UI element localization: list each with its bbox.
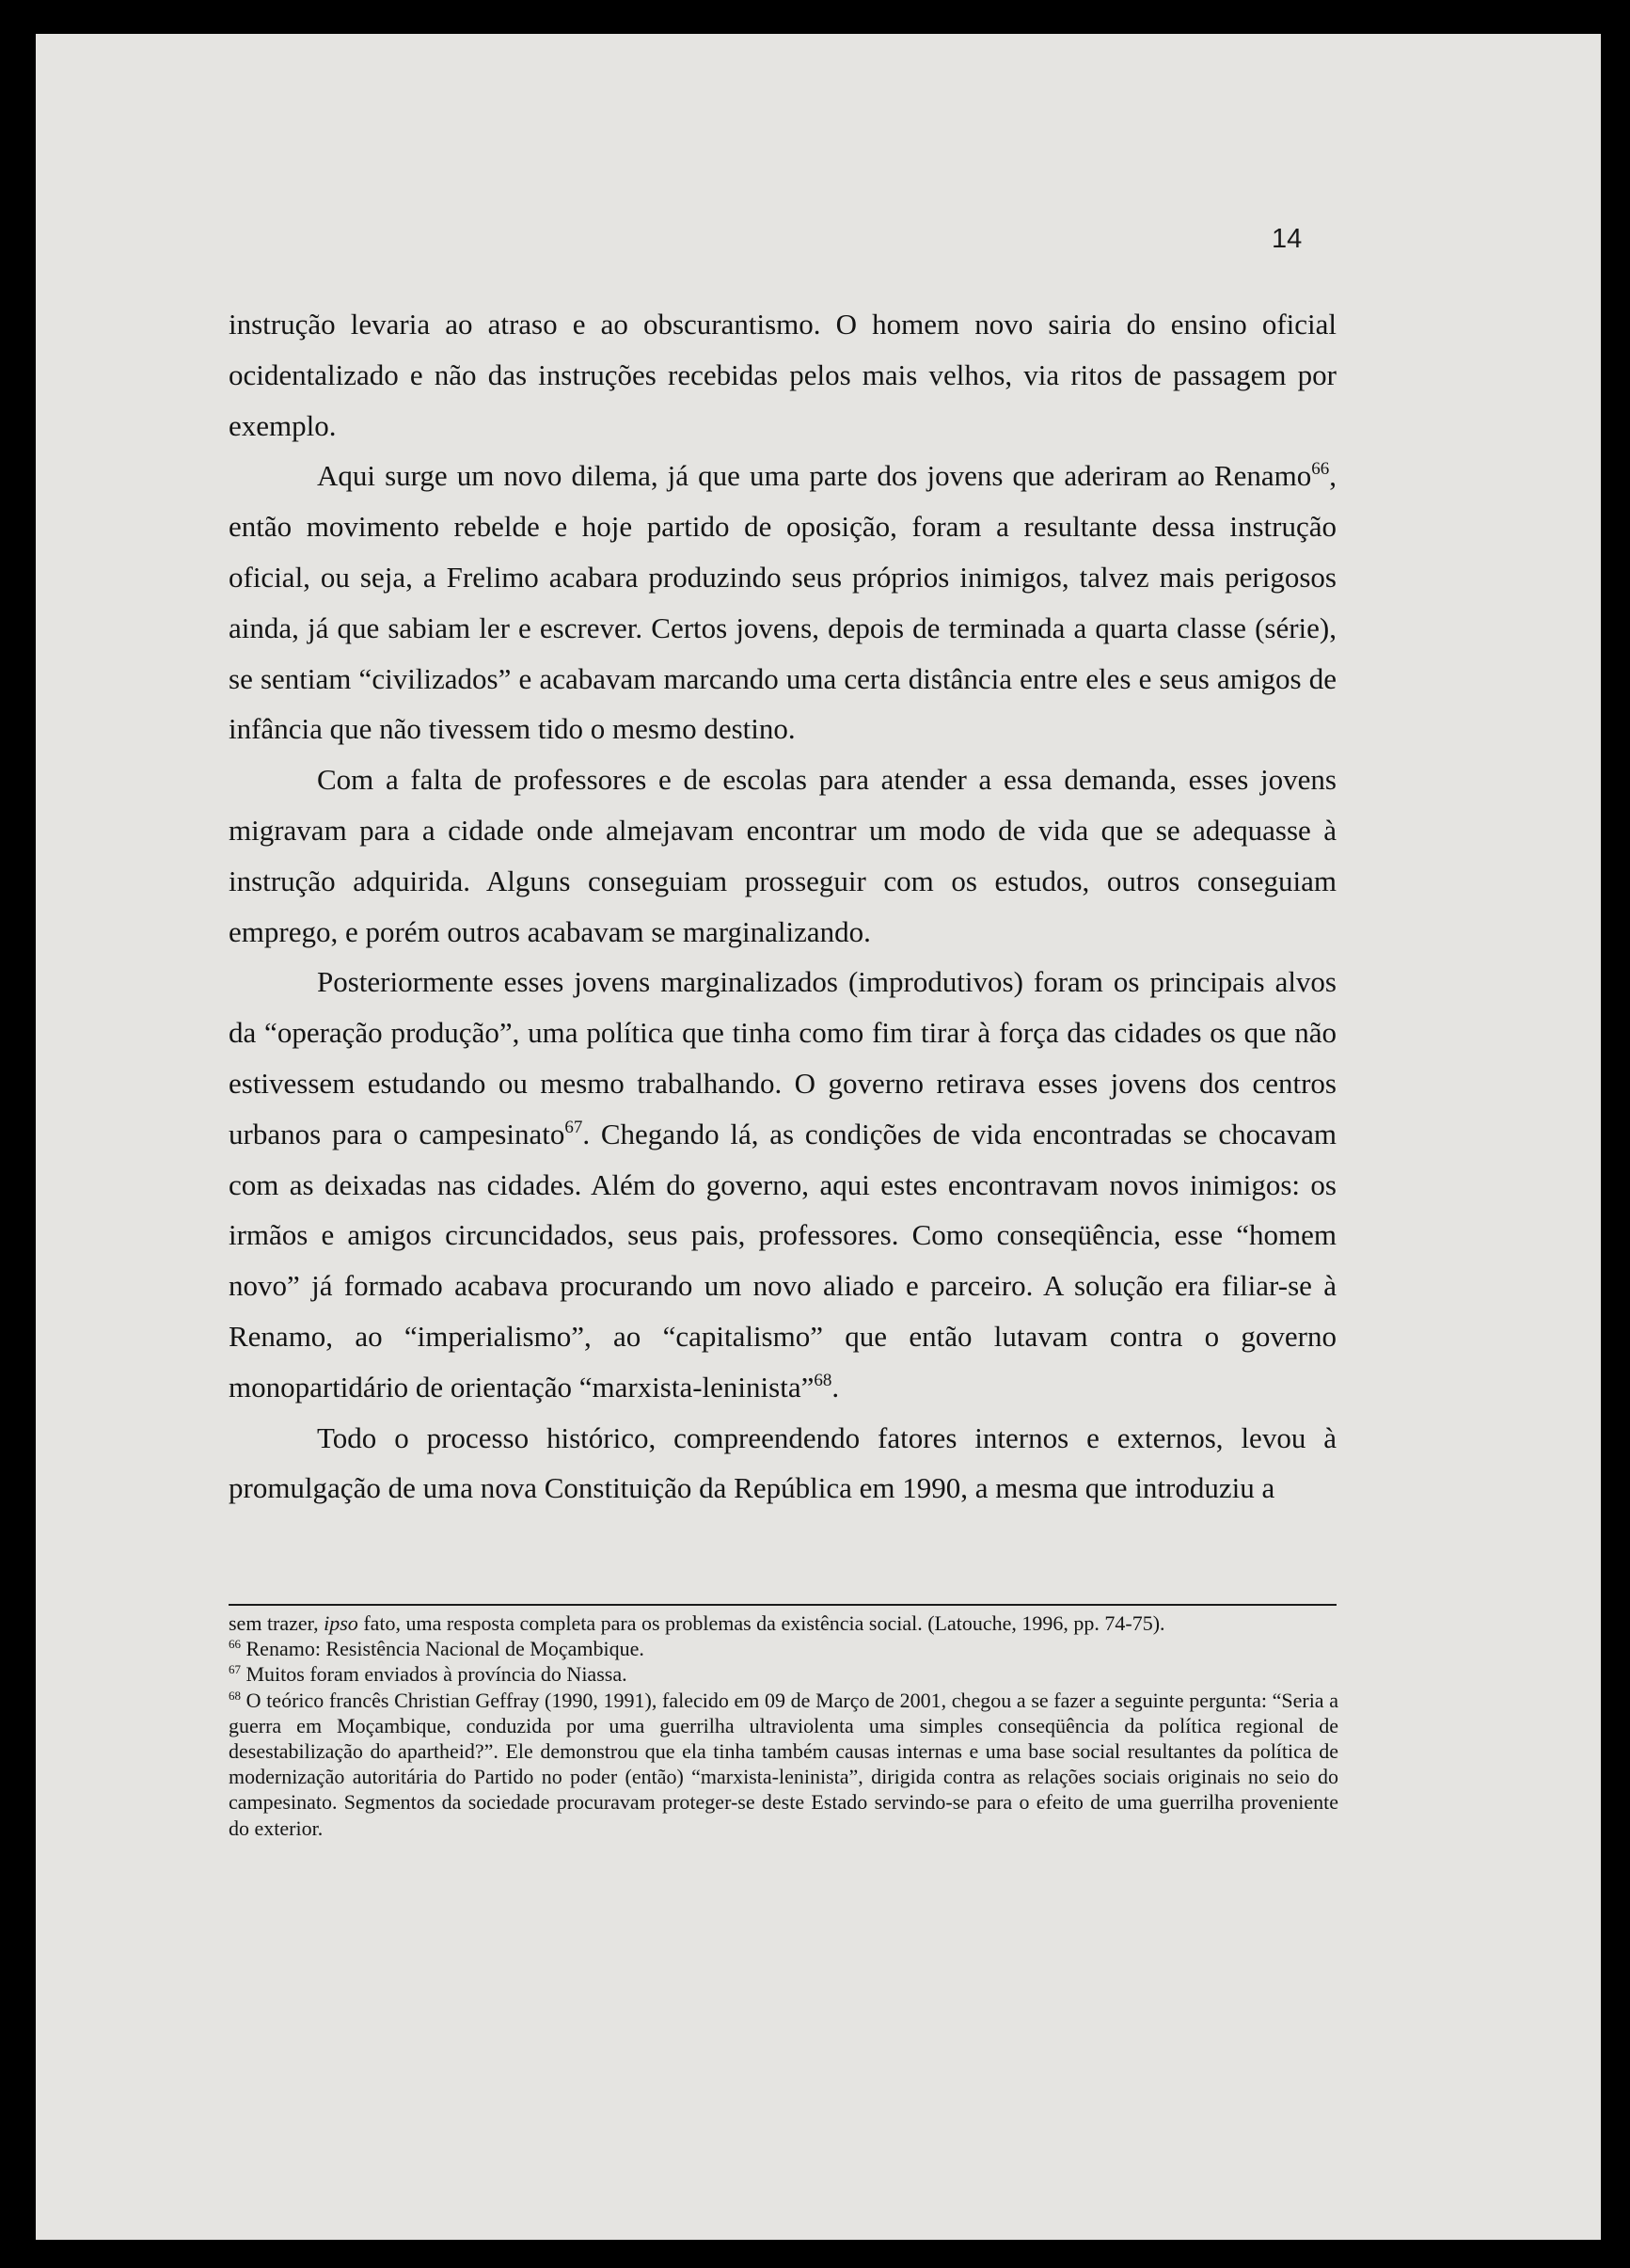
footnote-66-number: 66 xyxy=(229,1637,241,1652)
paragraph-2 xyxy=(229,451,1337,754)
footnote-continuation xyxy=(229,1610,1338,1636)
body-text xyxy=(229,299,1337,1514)
paragraph-4-text-a: Posteriormente esses jovens marginalizados (improdutivos) foram os principais alvos da “operação produção”, uma política que tinha como fim tirar à força das cidades os que não estivessem estudando ou mesmo trabalhando. O governo retirava esses jovens dos centros urbanos para o campesinato xyxy=(229,965,1337,1150)
paragraph-4 xyxy=(229,957,1337,1412)
footnote-66 xyxy=(229,1636,1338,1661)
footnotes xyxy=(229,1610,1338,1841)
paragraph-5: Todo o processo histórico, compreendendo fatores internos e externos, levou à promulgação de uma nova Constituição da República em 1990, a mesma que introduziu a xyxy=(229,1420,1337,1505)
footnote-continuation-text-a: sem trazer, xyxy=(229,1611,324,1635)
footnote-ref-66: 66 xyxy=(1311,459,1330,480)
footnote-66-text: Renamo: Resistência Nacional de Moçambique. xyxy=(241,1637,644,1661)
paragraph-4-text-b: . Chegando lá, as condições de vida encontradas se chocavam com as deixadas nas cidades. Além do governo, aqui estes encontravam novos inimigos: os irmãos e amigos circuncidados, seus pais, professores. Como conseqüência, esse “homem novo” já formado acabava procurando um novo aliado e parceiro. A solução era filiar-se à Renamo, ao “imperialismo”, ao “capitalismo” que então lutavam contra o governo monopartidário de orientação “marxista-leninista” xyxy=(229,1117,1337,1404)
footnote-ref-67: 67 xyxy=(564,1117,583,1137)
footnote-ref-68: 68 xyxy=(814,1370,832,1390)
footnote-continuation-text-b: fato, uma resposta completa para os problemas da existência social. (Latouche, 1996, pp. 74-75). xyxy=(357,1611,1165,1635)
paragraph-2-text-b: , então movimento rebelde e hoje partido de oposição, foram a resultante dessa instrução oficial, ou seja, a Frelimo acabara produzindo seus próprios inimigos, talvez mais perigosos ainda, já que sabiam ler e escrever. Certos jovens, depois de terminada a quarta classe (série), se sentiam “civilizados” e acabavam marcando uma certa distância entre eles e seus amigos de infância que não tivessem tido o mesmo destino. xyxy=(229,459,1337,746)
footnote-67-text: Muitos foram enviados à província do Niassa. xyxy=(241,1662,627,1687)
footnote-67-number: 67 xyxy=(229,1662,241,1677)
footnote-separator xyxy=(229,1604,1337,1606)
footnote-68-text: O teórico francês Christian Geffray (1990, 1991), falecido em 09 de Março de 2001, chegou a se fazer a seguinte pergunta: “Seria a guerra em Moçambique, conduzida por uma guerrilha ultraviolenta uma simples conseqüência da política regional de desestabilização do apartheid?”. Ele demonstrou que ela tinha também causas internas e uma base social resultantes da política de modernização autoritária do Partido no poder (então) “marxista-leninista”, dirigida contra as relações sociais originais no seio do campesinato. Segmentos da sociedade procuravam proteger-se deste Estado servindo-se para o efeito de uma guerrilha proveniente do exterior. xyxy=(229,1688,1338,1840)
footnote-continuation-italic: ipso xyxy=(324,1611,358,1635)
page-number: 14 xyxy=(1272,224,1303,254)
paragraph-2-text-a: Aqui surge um novo dilema, já que uma parte dos jovens que aderiram ao Renamo xyxy=(317,459,1312,493)
paragraph-1: instrução levaria ao atraso e ao obscurantismo. O homem novo sairia do ensino oficial ocidentalizado e não das instruções recebidas pelos mais velhos, via ritos de passagem por exemplo. xyxy=(229,308,1337,442)
footnote-68-number: 68 xyxy=(229,1688,241,1703)
paragraph-3: Com a falta de professores e de escolas para atender a essa demanda, esses jovens migravam para a cidade onde almejavam encontrar um modo de vida que se adequasse à instrução adquirida. Alguns conseguiam prosseguir com os estudos, outros conseguiam emprego, e porém outros acabavam se marginalizando. xyxy=(229,763,1337,948)
footnote-68 xyxy=(229,1688,1338,1841)
footnote-67 xyxy=(229,1661,1338,1687)
paragraph-4-text-c: . xyxy=(831,1370,840,1404)
